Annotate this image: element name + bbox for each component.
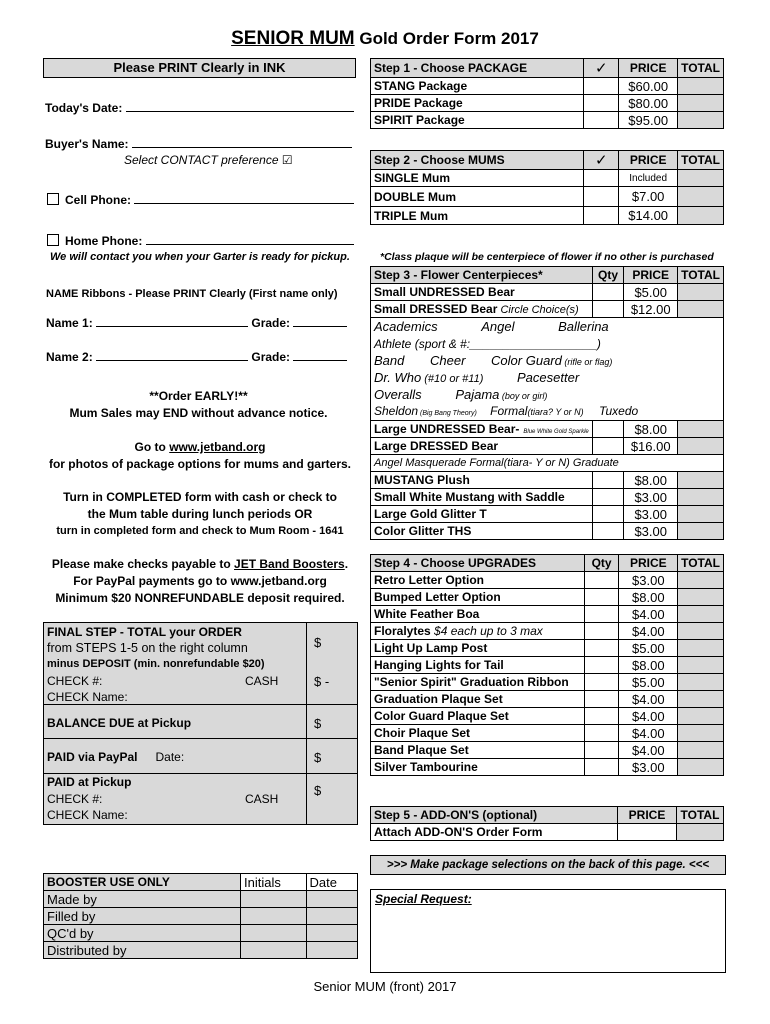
price-cell — [618, 824, 677, 841]
buyers-name-label: Buyer's Name: — [45, 137, 129, 151]
order-early: **Order EARLY!** — [149, 389, 248, 403]
bear-option-row — [374, 319, 609, 334]
qty-cell[interactable] — [584, 674, 619, 691]
buyers-name-row — [45, 135, 352, 151]
booster-row-label: Filled by — [44, 908, 241, 925]
mum-name: TRIPLE Mum — [371, 207, 584, 225]
cash-label: CASH — [245, 674, 279, 688]
qty-cell[interactable] — [592, 472, 624, 489]
final-step-label: FINAL STEP - TOTAL your ORDER — [47, 625, 242, 639]
jet-band-boosters: JET Band Boosters — [234, 557, 345, 571]
total-cell[interactable] — [678, 674, 724, 691]
circle-choice-note: Circle Choice(s) — [497, 304, 579, 316]
paypal-date-label: Date: — [155, 750, 185, 764]
upgrade-name: "Senior Spirit" Graduation Ribbon — [371, 674, 585, 691]
price-cell: $95.00 — [619, 112, 678, 129]
cell-phone-row — [47, 191, 354, 207]
step4-table — [370, 554, 724, 776]
qty-cell[interactable] — [584, 623, 619, 640]
pickup-amount-field[interactable]: $ — [314, 783, 322, 798]
mum-name: SINGLE Mum — [371, 170, 584, 187]
qty-cell[interactable] — [584, 691, 619, 708]
large-bear-options[interactable]: Angel Masquerade Formal(tiara- Y or N) Graduate — [371, 455, 724, 472]
name1-row — [46, 314, 347, 330]
qty-cell[interactable] — [592, 421, 624, 438]
booster-date-cell[interactable] — [306, 925, 358, 942]
option-academics[interactable]: Academics — [374, 319, 438, 334]
deposit-note: Minimum $20 NONREFUNDABLE deposit required. — [55, 591, 345, 605]
balance-due-field[interactable]: $ — [314, 716, 322, 731]
upgrade-name: White Feather Boa — [371, 606, 585, 623]
photos-note: for photos of package options for mums and garters. — [48, 457, 352, 471]
step4-header: Step 4 - Choose UPGRADES — [371, 555, 585, 572]
check-name-label: CHECK Name: — [47, 690, 128, 704]
balance-due-label: BALANCE DUE at Pickup — [47, 716, 192, 730]
step5-header: Step 5 - ADD-ON'S (optional) — [371, 807, 618, 824]
total-header: TOTAL — [678, 267, 724, 284]
total-cell[interactable] — [678, 640, 724, 657]
price-cell: $4.00 — [619, 606, 678, 623]
booster-row-label: Distributed by — [44, 942, 241, 959]
grade2-field[interactable] — [293, 348, 347, 361]
pickup-check-name-label: CHECK Name: — [47, 808, 128, 822]
page-title — [0, 28, 770, 50]
select-cell[interactable] — [584, 170, 619, 187]
upgrade-name: Band Plaque Set — [371, 742, 585, 759]
total-cell[interactable] — [678, 725, 724, 742]
large-bear-colors: Blue White Gold Sparkle — [523, 429, 589, 435]
cell-phone-checkbox[interactable] — [47, 193, 59, 205]
qty-cell[interactable] — [584, 640, 619, 657]
package-name: STANG Package — [371, 78, 584, 95]
total-cell[interactable] — [678, 708, 724, 725]
check-icon: ✓ — [584, 59, 619, 78]
back-page-note: >>> Make package selections on the back of this page. <<< — [370, 855, 726, 875]
price-cell: $3.00 — [619, 759, 678, 776]
home-phone-label: Home Phone: — [65, 234, 143, 248]
price-cell: $14.00 — [619, 207, 678, 225]
total-cell[interactable] — [678, 438, 724, 455]
upgrade-name: Bumped Letter Option — [371, 589, 585, 606]
centerpiece-name: Color Glitter THS — [371, 523, 593, 540]
final-step-box — [43, 622, 358, 825]
qty-cell[interactable] — [584, 742, 619, 759]
package-name: SPIRIT Package — [371, 112, 584, 129]
price-header: PRICE — [619, 59, 678, 78]
special-request-label: Special Request: — [375, 892, 472, 906]
formal-note: (tiara? Y or N) — [527, 407, 584, 417]
upgrade-name: Floralytes — [374, 624, 431, 638]
payment-block — [40, 556, 360, 607]
option-angel[interactable]: Angel — [481, 319, 515, 334]
bear-options — [371, 318, 724, 421]
option-pajama[interactable]: Pajama — [455, 387, 500, 402]
total-cell[interactable] — [678, 187, 724, 207]
total-cell[interactable] — [678, 95, 724, 112]
qty-header: Qty — [584, 555, 619, 572]
option-overalls[interactable]: Overalls — [374, 387, 422, 402]
small-undressed-bear: Small UNDRESSED Bear — [371, 284, 593, 301]
option-band[interactable]: Band — [374, 353, 405, 368]
floralytes-note: $4 each up to 3 max — [430, 624, 543, 638]
date-header: Date — [306, 874, 358, 891]
home-phone-checkbox[interactable] — [47, 234, 59, 246]
total-cell[interactable] — [678, 112, 724, 129]
price-cell: $8.00 — [624, 421, 678, 438]
price-header: PRICE — [618, 807, 677, 824]
step1-table — [370, 58, 724, 129]
option-sheldon[interactable]: Sheldon — [374, 404, 419, 418]
total-cell[interactable] — [678, 284, 724, 301]
qty-cell[interactable] — [584, 759, 619, 776]
goto-text: Go to — [134, 440, 170, 454]
price-header: PRICE — [624, 267, 678, 284]
step3-table — [370, 266, 724, 540]
todays-date-row — [45, 99, 354, 115]
booster-initials-cell[interactable] — [241, 891, 307, 908]
order-early-block — [43, 388, 354, 422]
qty-cell[interactable] — [592, 284, 624, 301]
mum-name: DOUBLE Mum — [371, 187, 584, 207]
title-bold: SENIOR MUM — [231, 28, 355, 49]
grade2-label: Grade: — [251, 350, 291, 364]
small-dressed-bear: Small DRESSED Bear — [374, 302, 498, 316]
total-cell[interactable] — [678, 742, 724, 759]
cell-phone-label: Cell Phone: — [65, 193, 132, 207]
grade1-field[interactable] — [293, 314, 347, 327]
paypal-amount-field[interactable]: $ — [314, 750, 322, 765]
option-tuxedo[interactable]: Tuxedo — [599, 404, 639, 418]
select-cell[interactable] — [584, 78, 619, 95]
paypal-row — [47, 750, 184, 764]
select-cell[interactable] — [584, 95, 619, 112]
booster-date-cell[interactable] — [306, 908, 358, 925]
qty-cell[interactable] — [592, 301, 624, 318]
total-cell[interactable] — [677, 824, 724, 841]
paid-pickup-label: PAID at Pickup — [47, 775, 132, 789]
option-athlete[interactable]: Athlete (sport & #:___________________) — [374, 337, 601, 351]
booster-row-label: Made by — [44, 891, 241, 908]
todays-date-field[interactable] — [126, 99, 354, 112]
qty-cell[interactable] — [584, 606, 619, 623]
name1-field[interactable] — [96, 314, 248, 327]
class-plaque-note: *Class plaque will be centerpiece of flower if no other is purchased — [380, 251, 714, 263]
total-header: TOTAL — [678, 151, 724, 170]
total-cell[interactable] — [678, 421, 724, 438]
price-cell: $8.00 — [624, 472, 678, 489]
step2-table — [370, 150, 724, 225]
upgrade-name: Retro Letter Option — [371, 572, 585, 589]
total-cell[interactable] — [678, 472, 724, 489]
check-number-label: CHECK #: — [47, 674, 103, 688]
contact-preference: Select CONTACT preference ☑ — [124, 153, 293, 167]
price-cell: $4.00 — [619, 623, 678, 640]
deposit-field[interactable]: $ - — [314, 674, 330, 689]
package-name: PRIDE Package — [371, 95, 584, 112]
price-cell: $5.00 — [619, 640, 678, 657]
booster-table — [43, 873, 358, 959]
turn-in-line2: the Mum table during lunch periods OR — [87, 507, 313, 521]
price-cell: Included — [619, 170, 678, 187]
rifle-flag-note: (rifle or flag) — [561, 357, 613, 367]
step3-header: Step 3 - Flower Centerpieces* — [371, 267, 593, 284]
qty-cell[interactable] — [584, 725, 619, 742]
option-formal[interactable]: Formal — [490, 404, 528, 418]
price-cell: $8.00 — [619, 589, 678, 606]
price-cell: $3.00 — [624, 523, 678, 540]
upgrade-name: Color Guard Plaque Set — [371, 708, 585, 725]
total-cell[interactable] — [678, 589, 724, 606]
select-cell[interactable] — [584, 112, 619, 129]
price-cell: $16.00 — [624, 438, 678, 455]
price-header: PRICE — [619, 151, 678, 170]
pickup-check-label: CHECK #: — [47, 792, 103, 806]
total-header: TOTAL — [678, 555, 724, 572]
final-total-field[interactable]: $ — [314, 635, 322, 650]
booster-initials-cell[interactable] — [241, 908, 307, 925]
price-cell: $8.00 — [619, 657, 678, 674]
centerpiece-name: MUSTANG Plush — [371, 472, 593, 489]
large-undressed-bear: Large UNDRESSED Bear- — [374, 422, 520, 436]
total-cell[interactable] — [678, 301, 724, 318]
total-header: TOTAL — [677, 807, 724, 824]
price-cell: $60.00 — [619, 78, 678, 95]
checks-text: Please make checks payable to — [51, 557, 235, 571]
grade1-label: Grade: — [251, 316, 291, 330]
qty-cell[interactable] — [592, 506, 624, 523]
price-header: PRICE — [619, 555, 678, 572]
total-cell[interactable] — [678, 691, 724, 708]
booster-date-cell[interactable] — [306, 942, 358, 959]
price-cell: $3.00 — [624, 506, 678, 523]
total-cell[interactable] — [678, 572, 724, 589]
upgrade-name: Silver Tambourine — [371, 759, 585, 776]
option-ballerina[interactable]: Ballerina — [558, 319, 609, 334]
name2-row — [46, 348, 347, 364]
turn-in-block — [40, 489, 360, 540]
bear-option-row — [374, 387, 547, 402]
dr-who-note: (#10 or #11) — [421, 373, 484, 385]
paid-paypal-label: PAID via PayPal — [47, 750, 138, 764]
price-cell: $5.00 — [624, 284, 678, 301]
qty-cell[interactable] — [592, 438, 624, 455]
upgrade-name: Hanging Lights for Tail — [371, 657, 585, 674]
option-dr-who[interactable]: Dr. Who — [374, 370, 422, 385]
name1-label: Name 1: — [46, 316, 93, 330]
qty-cell[interactable] — [592, 489, 624, 506]
price-cell: $4.00 — [619, 708, 678, 725]
option-cheer[interactable]: Cheer — [430, 353, 466, 368]
select-cell[interactable] — [584, 207, 619, 225]
step2-header: Step 2 - Choose MUMS — [371, 151, 584, 170]
qty-cell[interactable] — [584, 572, 619, 589]
total-cell[interactable] — [678, 657, 724, 674]
todays-date-label: Today's Date: — [45, 101, 123, 115]
home-phone-row — [47, 232, 354, 248]
cell-phone-field[interactable] — [134, 191, 354, 204]
total-cell[interactable] — [678, 489, 724, 506]
total-cell[interactable] — [678, 170, 724, 187]
select-cell[interactable] — [584, 187, 619, 207]
price-cell: $4.00 — [619, 691, 678, 708]
centerpiece-name: Large Gold Glitter T — [371, 506, 593, 523]
name2-field[interactable] — [96, 348, 248, 361]
total-cell[interactable] — [678, 523, 724, 540]
booster-header: BOOSTER USE ONLY — [44, 874, 241, 891]
total-cell[interactable] — [678, 506, 724, 523]
print-header: Please PRINT Clearly in INK — [43, 58, 356, 78]
total-cell[interactable] — [678, 623, 724, 640]
total-cell[interactable] — [678, 207, 724, 225]
pajama-note: (boy or girl) — [499, 391, 548, 401]
jetband-link[interactable]: www.jetband.org — [169, 440, 266, 454]
qty-cell[interactable] — [592, 523, 624, 540]
name2-label: Name 2: — [46, 350, 93, 364]
booster-row-label: QC'd by — [44, 925, 241, 942]
check-icon: ✓ — [584, 151, 619, 170]
price-cell: $80.00 — [619, 95, 678, 112]
checks-period: . — [344, 557, 349, 571]
large-dressed-bear: Large DRESSED Bear — [371, 438, 593, 455]
pickup-cash-label: CASH — [245, 792, 279, 806]
price-cell: $3.00 — [619, 572, 678, 589]
total-cell[interactable] — [678, 78, 724, 95]
upgrade-name: Choir Plaque Set — [371, 725, 585, 742]
step1-header: Step 1 - Choose PACKAGE — [371, 59, 584, 78]
minus-deposit-label: minus DEPOSIT (min. nonrefundable $20) — [47, 658, 265, 670]
special-request-box[interactable] — [370, 889, 726, 973]
title-rest: Gold Order Form 2017 — [354, 29, 539, 48]
addons-row: Attach ADD-ON'S Order Form — [371, 824, 618, 841]
qty-cell[interactable] — [584, 657, 619, 674]
contact-note: We will contact you when your Garter is ready for pickup. — [50, 251, 350, 263]
booster-initials-cell[interactable] — [241, 925, 307, 942]
final-step-sub: from STEPS 1-5 on the right column — [47, 641, 248, 655]
centerpiece-name: Small White Mustang with Saddle — [371, 489, 593, 506]
paypal-note: For PayPal payments go to www.jetband.org — [73, 574, 327, 588]
bear-option-row — [374, 353, 612, 368]
buyers-name-field[interactable] — [132, 135, 352, 148]
total-cell[interactable] — [678, 606, 724, 623]
booster-date-cell[interactable] — [306, 891, 358, 908]
step5-table — [370, 806, 724, 841]
turn-in-line1: Turn in COMPLETED form with cash or check to — [63, 490, 337, 504]
home-phone-field[interactable] — [146, 232, 354, 245]
bear-option-row — [374, 404, 638, 418]
qty-cell[interactable] — [584, 708, 619, 725]
price-cell: $4.00 — [619, 725, 678, 742]
bear-option-row — [374, 370, 579, 385]
turn-in-line3: turn in completed form and check to Mum Room - 1641 — [56, 525, 344, 537]
qty-cell[interactable] — [584, 589, 619, 606]
total-header: TOTAL — [678, 59, 724, 78]
price-cell: $4.00 — [619, 742, 678, 759]
total-cell[interactable] — [678, 759, 724, 776]
option-pacesetter[interactable]: Pacesetter — [517, 370, 580, 385]
option-color-guard[interactable]: Color Guard — [491, 353, 562, 368]
price-cell: $12.00 — [624, 301, 678, 318]
booster-initials-cell[interactable] — [241, 942, 307, 959]
initials-header: Initials — [241, 874, 307, 891]
sheldon-note: (Big Bang Theory) — [418, 410, 477, 417]
qty-header: Qty — [592, 267, 624, 284]
website-block — [40, 439, 360, 473]
upgrade-name: Graduation Plaque Set — [371, 691, 585, 708]
upgrade-name: Light Up Lamp Post — [371, 640, 585, 657]
ribbons-label: NAME Ribbons - Please PRINT Clearly (First name only) — [46, 288, 338, 300]
sales-end-note: Mum Sales may END without advance notice. — [69, 406, 328, 420]
price-cell: $7.00 — [619, 187, 678, 207]
price-cell: $5.00 — [619, 674, 678, 691]
page-footer: Senior MUM (front) 2017 — [313, 979, 457, 994]
price-cell: $3.00 — [624, 489, 678, 506]
